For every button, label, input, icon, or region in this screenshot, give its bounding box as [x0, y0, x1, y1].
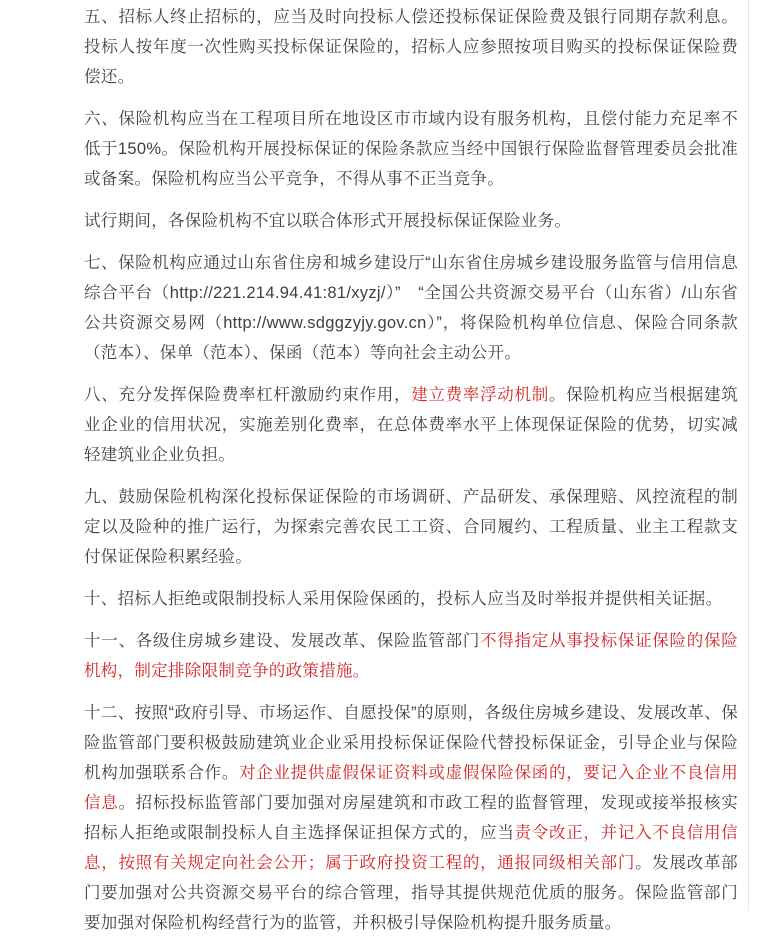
- highlighted-text-segment: 对企业提供虚假保证资料或虚假保险保函的，要记入企业不良信用信息: [84, 764, 739, 812]
- paragraph-item-5: [84, 2, 738, 92]
- paragraph-item-10: [84, 584, 738, 614]
- text-segment: 六、保险机构应当在工程项目所在地设区市市域内设有服务机构，且偿付能力充足率不低于150%。保险机构开展投标保证的保险条款应当经中国银行保险监督管理委员会批准或备案。保险机构应当公平竞争，不得从事不正当竞争。: [84, 110, 738, 188]
- paragraph-item-11: [84, 626, 738, 686]
- text-segment: 十二、按照“政府引导、市场运作、自愿投保”的原则，各级住房城乡建设、发展改革、保险监管部门要积极鼓励建筑业企业采用投标保证保险代替投标保证金，引导企业与保险机构加强联系合作。: [84, 704, 738, 782]
- text-segment: 八、充分发挥保险费率杠杆激励约束作用，: [84, 386, 412, 404]
- text-segment: 。保险机构应当根据建筑业企业的信用状况，实施差别化费率，在总体费率水平上体现保证保险的优势，切实减轻建筑业企业负担。: [84, 386, 738, 464]
- paragraph-item-7: [84, 248, 738, 368]
- text-segment: 七、保险机构应通过山东省住房和城乡建设厅“山东省住房城乡建设服务监管与信用信息综合平台（http://221.214.94.41:81/xyzj/）” “全国公共资源交易平台（山东省）/山东省公共资源交易网（http://www.sdggzyjy.gov.cn）”，将保险机构单位信息、保险合同条款（范本）、保单（范本）、保函（范本）等向社会主动公开。: [84, 254, 738, 362]
- text-segment: 。发展改革部门要加强对公共资源交易平台的综合管理，指导其提供规范优质的服务。保险监管部门要加强对保险机构经营行为的监管，并积极引导保险机构提升服务质量。: [84, 854, 738, 932]
- highlighted-text-segment: 责令改正，并记入不良信用信息，按照有关规定向社会公开；属于政府投资工程的，通报同级相关部门: [84, 824, 739, 872]
- text-segment: 十、招标人拒绝或限制投标人采用保险保函的，投标人应当及时举报并提供相关证据。: [84, 590, 723, 608]
- text-segment: 。招标投标监管部门要加强对房屋建筑和市政工程的监督管理，发现或接举报核实招标人拒绝或限制投标人自主选择保证担保方式的，应当: [84, 794, 738, 842]
- text-segment: 十一、各级住房城乡建设、发展改革、保险监管部门: [84, 632, 481, 650]
- text-segment: 九、鼓励保险机构深化投标保证保险的市场调研、产品研发、承保理赔、风控流程的制定以及险种的推广运行，为探索完善农民工工资、合同履约、工程质量、业主工程款支付保证保险积累经验。: [84, 488, 738, 566]
- text-segment: 试行期间，各保险机构不宜以联合体形式开展投标保证保险业务。: [84, 212, 572, 230]
- paragraph-item-9: [84, 482, 738, 572]
- paragraph-item-6: [84, 104, 738, 194]
- paragraph-item-8: [84, 380, 738, 470]
- text-segment: 五、招标人终止招标的，应当及时向投标人偿还投标保证保险费及银行同期存款利息。投标人按年度一次性购买投标保证保险的，招标人应参照按项目购买的投标保证保险费偿还。: [84, 8, 738, 86]
- scrollbar-track-divider: [748, 0, 749, 911]
- paragraph-item-6-note: [84, 206, 738, 236]
- highlighted-text-segment: 不得指定从事投标保证保险的保险机构，制定排除限制竞争的政策措施。: [84, 632, 738, 680]
- paragraph-item-12: [84, 698, 738, 938]
- highlighted-text-segment: 建立费率浮动机制: [411, 386, 549, 404]
